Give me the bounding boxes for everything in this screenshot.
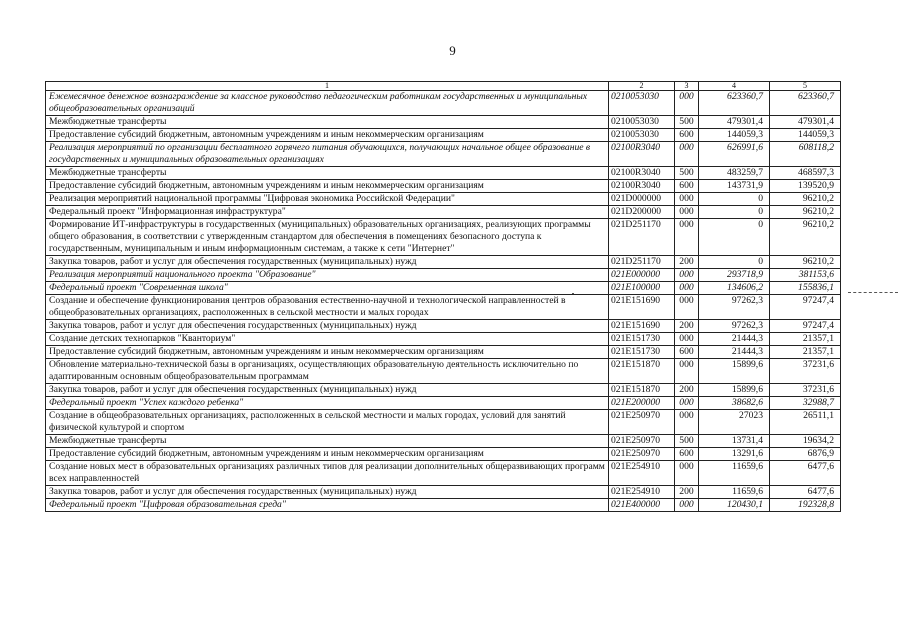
- row-amount-col4-cell: 21444,3: [699, 346, 770, 359]
- row-code-cell: 021D251170: [609, 256, 675, 269]
- row-amount-col5-cell: 19634,2: [770, 435, 841, 448]
- row-name-cell: Предоставление субсидий бюджетным, автономным учреждениям и иным некоммерческим организациям: [46, 180, 609, 193]
- row-amount-col4-cell: 293718,9: [699, 269, 770, 282]
- row-code-cell: 021E151690: [609, 295, 675, 320]
- row-amount-col5-cell: 97247,4: [770, 295, 841, 320]
- table-header-row: [46, 82, 841, 91]
- row-amount-col5-cell: 608118,2: [770, 142, 841, 167]
- row-amount-col5-cell: 21357,1: [770, 333, 841, 346]
- row-expense-type-cell: 200: [675, 384, 699, 397]
- row-name-cell: Реализация мероприятий по организации бесплатного горячего питания обучающихся, получающих начальное общее образование в государственных и муниципальных образовательных организациях: [46, 142, 609, 167]
- row-expense-type-cell: 000: [675, 206, 699, 219]
- row-code-cell: 021D200000: [609, 206, 675, 219]
- column-header: 2: [609, 82, 675, 91]
- row-code-cell: 021E250970: [609, 448, 675, 461]
- row-amount-col5-cell: 468597,3: [770, 167, 841, 180]
- table-row: [46, 219, 841, 256]
- row-code-cell: 021E000000: [609, 269, 675, 282]
- column-header: 4: [699, 82, 770, 91]
- row-amount-col4-cell: 0: [699, 256, 770, 269]
- row-amount-col5-cell: 21357,1: [770, 346, 841, 359]
- row-code-cell: 0210053030: [609, 116, 675, 129]
- table-row: [46, 269, 841, 282]
- row-name-cell: Федеральный проект "Успех каждого ребенка": [46, 397, 609, 410]
- row-expense-type-cell: 000: [675, 499, 699, 512]
- row-code-cell: 02100R3040: [609, 167, 675, 180]
- row-expense-type-cell: 600: [675, 129, 699, 142]
- table-row: [46, 180, 841, 193]
- row-amount-col4-cell: 0: [699, 219, 770, 256]
- row-code-cell: 0210053030: [609, 91, 675, 116]
- row-amount-col4-cell: 134606,2: [699, 282, 770, 295]
- row-amount-col4-cell: 120430,1: [699, 499, 770, 512]
- row-amount-col5-cell: 155836,1: [770, 282, 841, 295]
- row-code-cell: 021E254910: [609, 486, 675, 499]
- row-amount-col5-cell: 6477,6: [770, 486, 841, 499]
- row-name-cell: Ежемесячное денежное вознаграждение за классное руководство педагогическим работникам государственных и муниципальных общеобразовательных организаций: [46, 91, 609, 116]
- row-expense-type-cell: 200: [675, 320, 699, 333]
- row-amount-col4-cell: 97262,3: [699, 320, 770, 333]
- row-amount-col4-cell: 144059,3: [699, 129, 770, 142]
- row-expense-type-cell: 000: [675, 397, 699, 410]
- row-amount-col5-cell: 623360,7: [770, 91, 841, 116]
- row-amount-col4-cell: 623360,7: [699, 91, 770, 116]
- row-name-cell: Создание в общеобразовательных организациях, расположенных в сельской местности и малых городах, условий для занятий физической культурой и спортом: [46, 410, 609, 435]
- row-amount-col5-cell: 97247,4: [770, 320, 841, 333]
- row-amount-col4-cell: 15899,6: [699, 359, 770, 384]
- row-name-cell: Федеральный проект "Современная школа": [46, 282, 609, 295]
- row-code-cell: 021D251170: [609, 219, 675, 256]
- row-expense-type-cell: 200: [675, 256, 699, 269]
- row-expense-type-cell: 600: [675, 346, 699, 359]
- table-row: [46, 282, 841, 295]
- row-expense-type-cell: 000: [675, 91, 699, 116]
- row-expense-type-cell: 000: [675, 282, 699, 295]
- row-name-cell: Формирование ИТ-инфраструктуры в государственных (муниципальных) образовательных организациях, реализующих программы общего образования, в соответствии с утвержденным стандартом для обеспечения в помещениях безопасного доступа к государственным, муниципальным и иным информационным системам, а также к сети "Интернет": [46, 219, 609, 256]
- row-expense-type-cell: 000: [675, 359, 699, 384]
- table-row: [46, 499, 841, 512]
- budget-table: [45, 81, 841, 512]
- row-amount-col5-cell: 144059,3: [770, 129, 841, 142]
- row-name-cell: Создание и обеспечение функционирования центров образования естественно-научной и технологической направленностей в общеобразовательных организациях, расположенных в сельской местности и малых городах: [46, 295, 609, 320]
- row-amount-col5-cell: 6477,6: [770, 461, 841, 486]
- row-amount-col5-cell: 96210,2: [770, 219, 841, 256]
- table-row: [46, 116, 841, 129]
- row-expense-type-cell: 000: [675, 193, 699, 206]
- row-amount-col4-cell: 27023: [699, 410, 770, 435]
- table-row: [46, 193, 841, 206]
- table-row: [46, 435, 841, 448]
- row-expense-type-cell: 000: [675, 410, 699, 435]
- row-amount-col5-cell: 32988,7: [770, 397, 841, 410]
- row-code-cell: 021E100000: [609, 282, 675, 295]
- row-amount-col4-cell: 483259,7: [699, 167, 770, 180]
- table-row: [46, 333, 841, 346]
- row-amount-col4-cell: 13731,4: [699, 435, 770, 448]
- page-number: 9: [449, 43, 456, 58]
- row-amount-col5-cell: 6876,9: [770, 448, 841, 461]
- table-row: [46, 346, 841, 359]
- row-name-cell: Закупка товаров, работ и услуг для обеспечения государственных (муниципальных) нужд: [46, 384, 609, 397]
- table-row: [46, 129, 841, 142]
- row-name-cell: Закупка товаров, работ и услуг для обеспечения государственных (муниципальных) нужд: [46, 256, 609, 269]
- table-row: [46, 206, 841, 219]
- column-header: 3: [675, 82, 699, 91]
- row-expense-type-cell: 600: [675, 448, 699, 461]
- scan-mark: [848, 292, 898, 293]
- row-amount-col4-cell: 0: [699, 193, 770, 206]
- row-name-cell: Закупка товаров, работ и услуг для обеспечения государственных (муниципальных) нужд: [46, 486, 609, 499]
- row-code-cell: 021E151730: [609, 333, 675, 346]
- row-name-cell: Обновление материально-технической базы в организациях, осуществляющих образовательную деятельность исключительно по адаптированным основным общеобразовательным программам: [46, 359, 609, 384]
- table-row: [46, 461, 841, 486]
- row-amount-col5-cell: 479301,4: [770, 116, 841, 129]
- row-expense-type-cell: 000: [675, 142, 699, 167]
- row-expense-type-cell: 500: [675, 435, 699, 448]
- row-name-cell: Межбюджетные трансферты: [46, 167, 609, 180]
- row-code-cell: 02100R3040: [609, 180, 675, 193]
- row-code-cell: 021E200000: [609, 397, 675, 410]
- row-code-cell: 021E151870: [609, 384, 675, 397]
- row-amount-col5-cell: 139520,9: [770, 180, 841, 193]
- row-name-cell: Межбюджетные трансферты: [46, 435, 609, 448]
- row-code-cell: 021D000000: [609, 193, 675, 206]
- row-code-cell: 021E151730: [609, 346, 675, 359]
- table-row: [46, 256, 841, 269]
- row-expense-type-cell: 200: [675, 486, 699, 499]
- row-code-cell: 021E254910: [609, 461, 675, 486]
- table-row: [46, 295, 841, 320]
- row-name-cell: Федеральный проект "Цифровая образовательная среда": [46, 499, 609, 512]
- row-code-cell: 021E250970: [609, 435, 675, 448]
- table-row: [46, 91, 841, 116]
- row-code-cell: 0210053030: [609, 129, 675, 142]
- row-name-cell: Закупка товаров, работ и услуг для обеспечения государственных (муниципальных) нужд: [46, 320, 609, 333]
- table-row: [46, 384, 841, 397]
- row-expense-type-cell: 000: [675, 219, 699, 256]
- row-amount-col4-cell: 11659,6: [699, 486, 770, 499]
- row-amount-col5-cell: 96210,2: [770, 193, 841, 206]
- row-amount-col5-cell: 96210,2: [770, 206, 841, 219]
- scan-mark: [572, 293, 574, 294]
- row-amount-col4-cell: 11659,6: [699, 461, 770, 486]
- row-amount-col4-cell: 38682,6: [699, 397, 770, 410]
- row-name-cell: Реализация мероприятий национальной программы "Цифровая экономика Российской Федерации": [46, 193, 609, 206]
- row-expense-type-cell: 000: [675, 333, 699, 346]
- row-name-cell: Создание детских технопарков "Кванториум": [46, 333, 609, 346]
- row-expense-type-cell: 500: [675, 116, 699, 129]
- row-amount-col4-cell: 143731,9: [699, 180, 770, 193]
- table-row: [46, 167, 841, 180]
- row-amount-col5-cell: 96210,2: [770, 256, 841, 269]
- table-row: [46, 397, 841, 410]
- row-amount-col4-cell: 626991,6: [699, 142, 770, 167]
- row-name-cell: Федеральный проект "Информационная инфраструктура": [46, 206, 609, 219]
- row-amount-col5-cell: 192328,8: [770, 499, 841, 512]
- row-expense-type-cell: 000: [675, 461, 699, 486]
- column-header: 5: [770, 82, 841, 91]
- row-amount-col4-cell: 97262,3: [699, 295, 770, 320]
- table-row: [46, 486, 841, 499]
- row-code-cell: 021E151870: [609, 359, 675, 384]
- row-expense-type-cell: 000: [675, 295, 699, 320]
- table-row: [46, 448, 841, 461]
- row-code-cell: 021E250970: [609, 410, 675, 435]
- row-code-cell: 021E151690: [609, 320, 675, 333]
- row-name-cell: Предоставление субсидий бюджетным, автономным учреждениям и иным некоммерческим организациям: [46, 448, 609, 461]
- row-expense-type-cell: 000: [675, 269, 699, 282]
- row-amount-col5-cell: 381153,6: [770, 269, 841, 282]
- row-name-cell: Предоставление субсидий бюджетным, автономным учреждениям и иным некоммерческим организациям: [46, 129, 609, 142]
- row-code-cell: 02100R3040: [609, 142, 675, 167]
- row-amount-col5-cell: 37231,6: [770, 359, 841, 384]
- table-row: [46, 359, 841, 384]
- row-amount-col4-cell: 21444,3: [699, 333, 770, 346]
- row-amount-col4-cell: 13291,6: [699, 448, 770, 461]
- row-code-cell: 021E400000: [609, 499, 675, 512]
- row-amount-col4-cell: 15899,6: [699, 384, 770, 397]
- table-row: [46, 320, 841, 333]
- table-row: [46, 410, 841, 435]
- row-name-cell: Реализация мероприятий национального проекта "Образование": [46, 269, 609, 282]
- table-row: [46, 142, 841, 167]
- row-amount-col4-cell: 479301,4: [699, 116, 770, 129]
- row-name-cell: Создание новых мест в образовательных организациях различных типов для реализации дополнительных общеразвивающих программ всех направленностей: [46, 461, 609, 486]
- row-name-cell: Межбюджетные трансферты: [46, 116, 609, 129]
- column-header: 1: [46, 82, 609, 91]
- row-expense-type-cell: 600: [675, 180, 699, 193]
- row-amount-col4-cell: 0: [699, 206, 770, 219]
- row-amount-col5-cell: 26511,1: [770, 410, 841, 435]
- row-expense-type-cell: 500: [675, 167, 699, 180]
- row-name-cell: Предоставление субсидий бюджетным, автономным учреждениям и иным некоммерческим организациям: [46, 346, 609, 359]
- row-amount-col5-cell: 37231,6: [770, 384, 841, 397]
